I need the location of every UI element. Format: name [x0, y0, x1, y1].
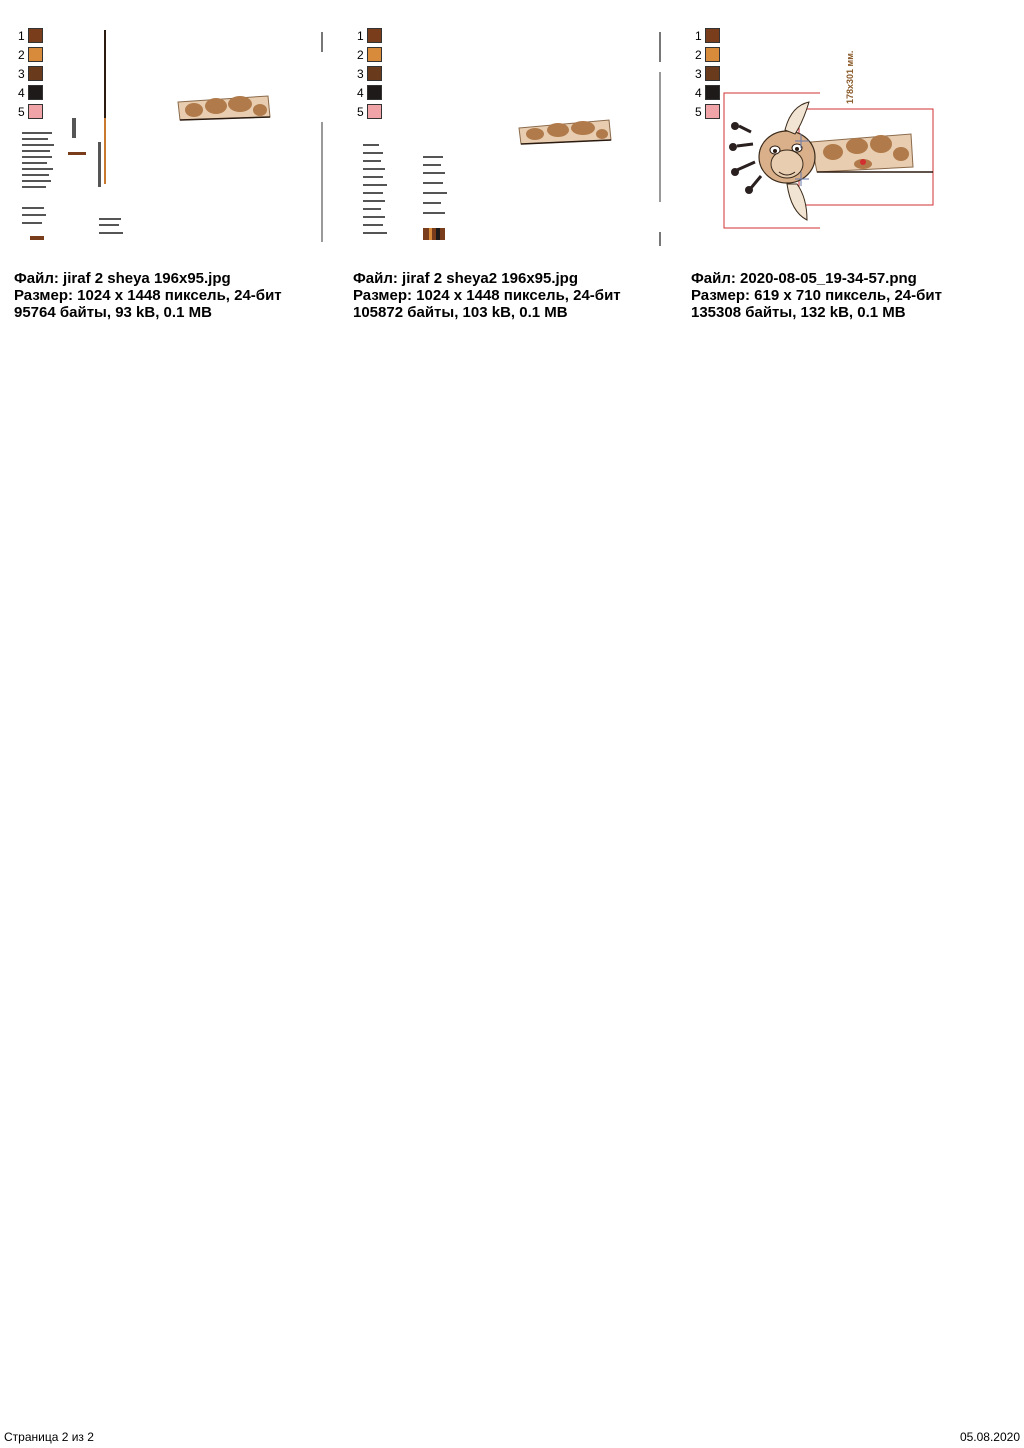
file-dimensions: Размер: 619 x 710 пиксель, 24-бит — [691, 287, 942, 304]
page-number: Страница 2 из 2 — [4, 1430, 94, 1444]
file-name: Файл: 2020-08-05_19-34-57.png — [691, 270, 917, 287]
thumbnail-card-3[interactable] — [691, 22, 1011, 321]
file-size: 135308 байты, 132 kB, 0.1 MB — [691, 304, 906, 321]
thumbnail-image-3[interactable]: 1 2 3 4 5 178x301 мм. — [691, 22, 1011, 252]
file-name: Файл: jiraf 2 sheya 196x95.jpg — [14, 270, 231, 287]
print-date: 05.08.2020 — [959, 1430, 1020, 1444]
file-info — [353, 270, 683, 321]
thumbnail-image-2[interactable]: 1 2 3 4 5 — [353, 22, 673, 252]
dimension-label: 178x301 мм. — [845, 50, 855, 104]
file-dimensions: Размер: 1024 x 1448 пиксель, 24-бит — [14, 287, 282, 304]
file-size: 95764 байты, 93 kB, 0.1 MB — [14, 304, 212, 321]
file-info — [691, 270, 1021, 321]
file-size: 105872 байты, 103 kB, 0.1 MB — [353, 304, 568, 321]
embroidery-preview-1 — [14, 22, 334, 252]
embroidery-preview-3 — [691, 22, 1011, 252]
thumbnail-image-1[interactable]: 1 2 3 4 5 — [14, 22, 334, 252]
file-name: Файл: jiraf 2 sheya2 196x95.jpg — [353, 270, 578, 287]
file-dimensions: Размер: 1024 x 1448 пиксель, 24-бит — [353, 287, 621, 304]
thumbnail-card-1[interactable] — [14, 22, 334, 321]
thumbnail-card-2[interactable] — [353, 22, 673, 321]
embroidery-preview-2 — [353, 22, 673, 252]
file-info — [14, 270, 344, 321]
